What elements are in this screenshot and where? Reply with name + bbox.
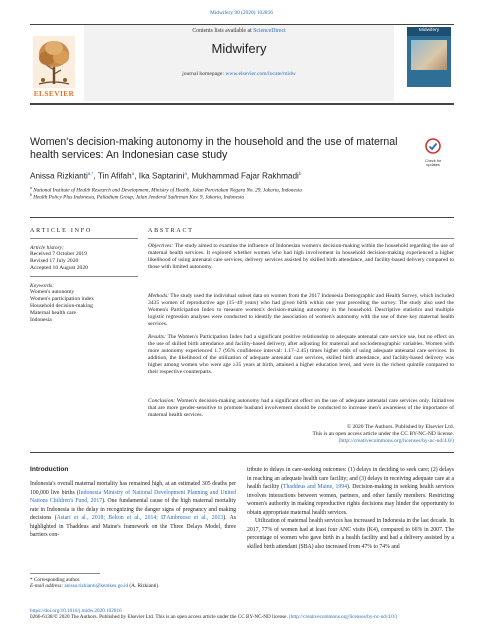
affiliation-b <box>30 192 460 201</box>
article-info-rule <box>30 238 138 239</box>
license-link[interactable]: (http://creativecommons.org/licenses/by-nc-nd/4.0/) <box>338 438 454 445</box>
affiliation-mark: a <box>30 186 32 190</box>
introduction-heading: Introduction <box>30 466 69 473</box>
conclusion-label: Conclusion: <box>148 398 176 404</box>
page-footer <box>30 608 460 621</box>
citation-link[interactable]: Indonesia Ministry of National Development Planning and United Nations Children's Fund, 2017 <box>30 489 237 504</box>
abstract-conclusion <box>148 398 454 419</box>
section-rule <box>30 217 454 218</box>
author-affiliation-mark[interactable]: b <box>298 171 302 176</box>
author-name: Anissa Rizkianti <box>30 171 88 181</box>
license-line-1: © 2020 The Authors. Published by Elsevier Ltd. <box>346 424 454 430</box>
intro-text: ). Decision-making in seeking health services involves interactions between women, partners, and other family members. Restricting women's authority in making reproductive rights decisions may hinder the opportunity to obtain appropriate maternal health services. <box>247 484 454 516</box>
article-history-list <box>30 251 130 272</box>
intro-text: ). One fundamental cause of the high maternal mortality rate in Indonesia is the delay in recognizing the danger signs of pregnancy and making decisions ( <box>30 498 236 521</box>
issn-text: 0266-6138/© 2020 The Authors. Published by Elsevier Ltd. This is an open access article under the CC BY-NC-ND license. <box>30 614 290 621</box>
correspondence-footnote <box>30 577 236 590</box>
methods-label: Methods: <box>148 293 169 299</box>
keywords-rule <box>30 276 138 277</box>
homepage-link[interactable]: www.elsevier.com/locate/midw <box>225 71 296 77</box>
author-name: Ika Saptarini <box>138 171 185 181</box>
abstract-objectives <box>148 243 454 271</box>
publisher-name: ELSEVIER <box>33 89 75 98</box>
body-column-left <box>30 480 236 540</box>
header-bottom-rule <box>30 103 454 105</box>
license-block <box>148 424 454 445</box>
journal-reference[interactable]: Midwifery 90 (2020) 102816 <box>209 10 274 16</box>
keyword-item: Indonesia <box>30 317 52 323</box>
results-label: Results: <box>148 334 166 340</box>
article-history-heading: Article history: <box>30 245 65 251</box>
author-list: Anissa Rizkianti$^{a,*}$, Tin Afifah$^a$, Ika Saptarini$^a$, Mukhammad Fajar Rakhmadi$^b$ <box>30 171 302 181</box>
email-prefix: E-mail address: <box>30 583 65 590</box>
citation-link[interactable]: Thaddeus and Maine, 1994 <box>283 484 347 490</box>
abstract-rule <box>148 238 454 239</box>
article-title: Women's decision-making autonomy in the household and the use of maternal health services: An Indonesian case study <box>30 136 398 161</box>
keyword-item: Household decision-making <box>30 303 93 309</box>
history-item: Received 7 October 2019 <box>30 251 88 257</box>
author-name: Tin Afifah <box>97 171 132 181</box>
objectives-text: The study aimed to examine the influence of Indonesian women's decision-making within the household regarding the use of maternal health services. It explored whether women who had high involvement in household decision-making experienced a higher likelihood of using antenatal care services, delivery services assisted by skilled birth attendance, and facility-based delivery compared to those with limited autonomy. <box>148 243 454 271</box>
author-affiliation-mark[interactable]: a,* <box>87 171 94 176</box>
citation-link[interactable]: Astari et al., 2018; Belton et al., 2014; D'Ambruoso et al., 2013 <box>56 515 224 521</box>
objectives-label: Objectives: <box>148 243 174 249</box>
check-for-updates-badge[interactable] <box>418 138 448 166</box>
affiliation-text: National Institute of Health Research and Development, Ministry of Health, Jalan Percetakan Negara No. 29, Jakarta, Indonesia <box>33 187 302 194</box>
contents-line <box>84 28 394 34</box>
badge-line-2: updates <box>426 163 440 168</box>
check-for-updates-icon <box>425 138 441 154</box>
methods-text: The study used the individual subset data on women from the 2017 Indonesia Demographic and Health Survey, which included 3435 women of reproductive age (15–49 years) who had given birth within one year preceding the survey. The study also used the Women's Participation Index to measure women's decision-making autonomy in the household. Descriptive statistics and multiple logistic regression analyses were conducted to identify the association of women's autonomy with the use of three key maternal health services. <box>148 293 454 328</box>
intro-text: ). As highlighted in Thaddeus and Maine's framework on the Three Delays Model, three barriers con- <box>30 515 236 538</box>
email-link[interactable]: anissa.rizkianti@kemkes.go.id <box>64 583 129 590</box>
corresponding-author-label: Corresponding author. <box>33 577 81 583</box>
body-column-right <box>247 466 454 551</box>
author-affiliation-mark[interactable]: a <box>184 171 187 176</box>
affiliation-mark: b <box>30 193 32 197</box>
author-name: Mukhammad Fajar Rakhmadi <box>191 171 299 181</box>
article-info-heading: ARTICLE INFO <box>30 228 93 234</box>
journal-cover-title: Midwifery <box>418 28 440 33</box>
keywords-heading: Keywords: <box>30 283 55 289</box>
author-affiliation-mark[interactable]: a <box>131 171 135 176</box>
results-text: The Women's Participation Index had a significant positive relationship to adequate antenatal care service use, but no effect on the use of skilled birth attendance and facility-based delivery, after adjusting for maternal and sociodemographic variables. Women with more autonomy experienced 1.7 (95% confidence interval: 1.17–2.45) times higher odds of using adequate antenatal care services. In addition, the likelihood of the utilization of adequate antenatal care services, skilled birth attendance, and facility-based delivery was higher among women who were age ≥35 years at birth, attained a higher education level, and were in the richest quintile compared to their respective counterparts. <box>148 334 454 376</box>
affiliation-text: Health Policy Plus Indonesia, Palladium Group, Jalan Jenderal Sudirman Kav. 9, Jakarta, Indonesia <box>33 194 244 201</box>
homepage-prefix: journal homepage: <box>182 71 226 77</box>
conclusion-text: Women's decision-making autonomy had a significant effect on the use of adequate antenatal care services only. Initiatives that are more gender-sensitive to promote husband involvement should be conducted to increase men's awareness of the importance of maternal health services. <box>148 398 454 419</box>
contents-prefix: Contents lists available at <box>192 28 254 34</box>
intro-text: tribute to delays in care-seeking outcomes: (1) delays in deciding to seek care; (2) delays in reaching an adequate health care facility; and (3) delays in receiving adequate care at a health facility ( <box>247 467 454 490</box>
keyword-item: Maternal health care <box>30 310 76 316</box>
doi-link[interactable]: https://doi.org/10.1016/j.midw.2020.102816 <box>30 608 122 614</box>
footnote-rule <box>30 573 100 574</box>
email-suffix: (A. Rizkianti). <box>128 583 160 590</box>
abstract-results <box>148 334 454 377</box>
footer-license-link[interactable]: (http://creativecommons.org/licenses/by-nc-nd/4.0/) <box>289 614 397 621</box>
license-line-2: This is an open access article under the CC BY-NC-ND license. <box>312 431 454 438</box>
sciencedirect-link[interactable]: ScienceDirect <box>253 28 286 34</box>
elsevier-tree-logo-icon <box>33 36 75 88</box>
keywords-list <box>30 289 140 324</box>
journal-header-panel <box>84 25 394 101</box>
journal-homepage <box>84 71 394 77</box>
intro-paragraph: Utilization of maternal health services has increased in Indonesia in the last decade. In 2017, 77% of women had at least four ANC visits (K4), compared to 66% in 2007. The percentage of women who gave birth in a health facility and had a delivery assisted by a skilled birth attendant (SBA) also increased from 47% to 74% and <box>247 518 454 550</box>
keyword-item: Women's autonomy <box>30 289 75 295</box>
asterisk-icon: * <box>30 577 33 583</box>
history-item: Revised 17 July 2020 <box>30 258 79 264</box>
abstract-methods <box>148 293 454 328</box>
abstract-heading: ABSTRACT <box>148 228 194 234</box>
intro-text: Indonesia's overall maternal mortality has remained high, at an estimated 305 deaths per 100,000 live births ( <box>30 481 236 496</box>
badge-line-1: Check for <box>424 159 442 163</box>
keyword-item: Women's participation index <box>30 296 94 302</box>
journal-title: Midwifery <box>211 41 267 56</box>
history-item: Accepted 10 August 2020 <box>30 265 88 271</box>
abstract-bottom-rule <box>30 452 454 453</box>
journal-cover-image <box>411 40 447 70</box>
